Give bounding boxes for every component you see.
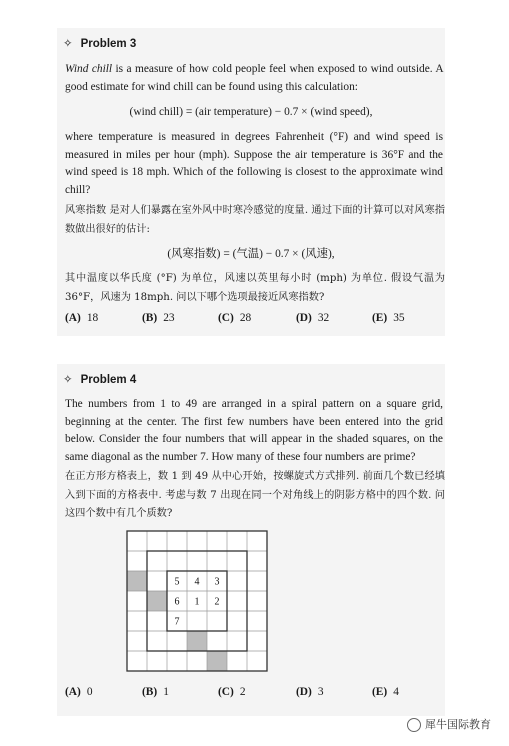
watermark: 犀牛国际教育 (407, 716, 491, 732)
grid-number: 4 (194, 576, 200, 588)
shaded-cell (127, 571, 147, 591)
grid-number: 7 (174, 616, 180, 628)
diamond-icon: ✧ (63, 38, 73, 50)
problem-3-chinese-text: 风寒指数 是对人们暴露在室外风中时寒冷感觉的度量. 通过下面的计算可以对风寒指数做出很好的估计: (65, 205, 445, 235)
shaded-cell (207, 651, 227, 671)
option-b[interactable]: (B) 23 (142, 312, 175, 324)
grid-number: 1 (194, 596, 200, 608)
problem-4-options (65, 686, 445, 702)
option-d[interactable]: (D) 3 (296, 686, 324, 698)
option-c[interactable]: (C) 2 (218, 686, 246, 698)
spiral-grid (125, 529, 270, 674)
problem-3-heading: ✧ Problem 3 (63, 38, 137, 50)
shaded-cell (147, 591, 167, 611)
grid-number: 3 (214, 576, 220, 588)
option-a[interactable]: (A) 18 (65, 312, 99, 324)
problem-3-formula: (wind chill) = (air temperature) − 0.7 × (wind speed), (129, 106, 373, 118)
problem-4-chinese-text: 在正方形方格表上，数 1 到 49 从中心开始，按螺旋式方式排列. 前面几个数已经填入到下面的方格表中. 考虑与数 7 出现在同一个对角线上的阴影方格中的四个数. 问这四个数中有几个质数? (65, 471, 445, 519)
option-e[interactable]: (E) 4 (372, 686, 399, 698)
problem-4-text: The numbers from 1 to 49 are arranged in a spiral pattern on a square grid, beginning at the center. The first few numbers have been entered into the grid below. Consider the four numbers that will appear in the shaded squares, on the same diagonal as the number 7. How many of these four numbers are prime? (65, 398, 443, 463)
wechat-icon (407, 718, 421, 732)
problem-3-text: Wind chill is a measure of how cold people feel when exposed to wind outside. A good estimate for wind chill can be found using this calculation: (65, 63, 443, 93)
shaded-cell (187, 631, 207, 651)
problem-3-options (65, 312, 445, 328)
option-d[interactable]: (D) 32 (296, 312, 330, 324)
grid-number: 2 (214, 596, 220, 608)
grid-number: 5 (174, 576, 180, 588)
option-a[interactable]: (A) 0 (65, 686, 93, 698)
problem-3-text-2: where temperature is measured in degrees Fahrenheit (°F) and wind speed is measured in miles per hour (mph). Suppose the air temperature is 36°F and the wind speed is 18 mph. Which of the following is closest to the approximate wind chill? (65, 131, 443, 196)
option-c[interactable]: (C) 28 (218, 312, 252, 324)
problem-4-heading: ✧ Problem 4 (63, 374, 137, 386)
option-b[interactable]: (B) 1 (142, 686, 169, 698)
problem-3-chinese-text-2: 其中温度以华氏度 (°F) 为单位，风速以英里每小时 (mph) 为单位. 假设气温为 36°F，风速为 18mph. 问以下哪个选项最接近风寒指数? (65, 273, 445, 303)
grid-number: 6 (174, 596, 180, 608)
option-e[interactable]: (E) 35 (372, 312, 405, 324)
problem-3-chinese-formula: (风寒指数) = (气温) − 0.7 × (风速), (167, 248, 335, 260)
diamond-icon: ✧ (63, 374, 73, 386)
problem-3-panel (57, 28, 445, 336)
